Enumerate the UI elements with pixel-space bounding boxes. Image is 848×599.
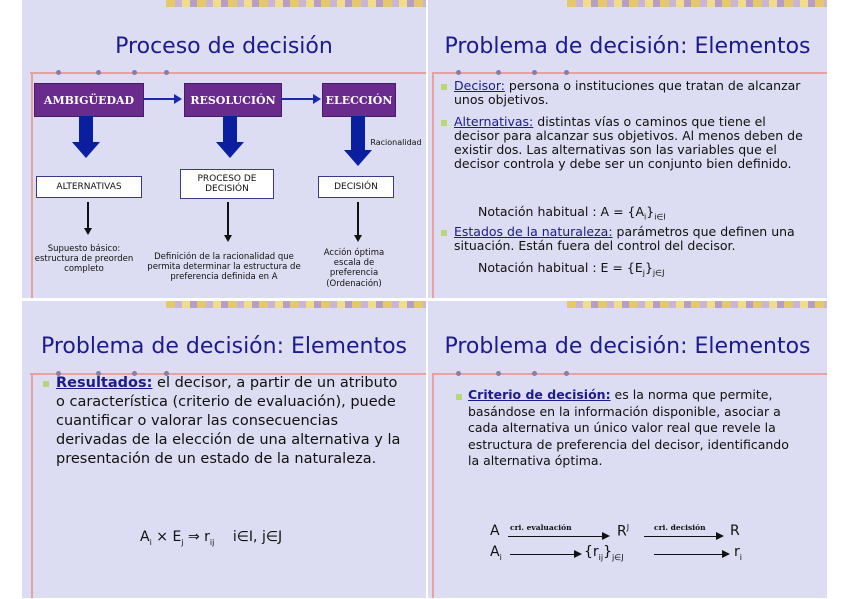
bottom-text-2: Definición de la racionalidad que permita determinar la estructura de preferencia definida en A xyxy=(147,252,301,283)
bullet-dot xyxy=(564,70,569,75)
term-estados: Estados de la naturaleza: xyxy=(454,224,613,239)
slide-elementos-2 xyxy=(22,301,426,598)
box-proceso-decision: PROCESO DE DECISIÓN xyxy=(180,169,274,199)
term-decisor: Decisor: xyxy=(454,78,505,93)
arrow-line xyxy=(281,98,314,100)
arrow-line xyxy=(508,536,604,537)
bullet-dot xyxy=(496,70,501,75)
slide-proceso-decision xyxy=(22,0,426,298)
slide-title: Problema de decisión: Elementos xyxy=(444,34,811,59)
slide-title: Proceso de decisión xyxy=(115,34,333,59)
decorative-stripe xyxy=(567,301,827,308)
row2-Ai: $A_i$ xyxy=(490,544,502,562)
bullet-square xyxy=(43,381,49,387)
term-resultados: Resultados: xyxy=(56,375,153,391)
divider xyxy=(30,72,426,74)
arrow-head xyxy=(174,94,182,104)
arrow-head xyxy=(602,532,610,540)
bullet-dot xyxy=(532,371,537,376)
box-resolucion: RESOLUCIÓN xyxy=(184,83,282,117)
bullet-dot xyxy=(456,371,461,376)
arrow-line xyxy=(143,98,175,100)
down-arrow-head xyxy=(72,142,100,158)
box-ambiguedad: AMBIGÜEDAD xyxy=(34,83,144,117)
notation-a: Notación habitual : $A = \{A_i\}_{i\in I}$ xyxy=(478,204,666,222)
bullet-dot xyxy=(532,70,537,75)
box-alternativas: ALTERNATIVAS xyxy=(36,176,142,198)
bullet-dot xyxy=(164,70,169,75)
slide-title: Problema de decisión: Elementos xyxy=(444,334,811,359)
row1-R: R xyxy=(730,523,740,539)
divider xyxy=(432,72,827,74)
term-alternativas: Alternativas: xyxy=(454,114,534,129)
arrow-head xyxy=(574,550,582,558)
box-eleccion: ELECCIÓN xyxy=(322,83,396,117)
divider-vertical xyxy=(31,373,33,598)
bullet-dot xyxy=(132,70,137,75)
bullet-dot xyxy=(96,70,101,75)
down-arrow-head xyxy=(344,150,372,166)
bullet-square xyxy=(441,120,447,126)
notation-e: Notación habitual : $E = \{E_j\}_{j\in J}$ xyxy=(478,260,665,278)
bullet-square xyxy=(441,230,447,236)
bullet-dot xyxy=(56,70,61,75)
box-decision: DECISIÓN xyxy=(318,176,394,198)
formula-resultados: $A_i \times E_j$ ⇒ $r_{ij}$ i∈I, j∈J xyxy=(140,529,283,547)
thin-arrow xyxy=(87,202,89,228)
arrow-head xyxy=(722,550,730,558)
decorative-stripe xyxy=(166,301,426,308)
term-criterio: Criterio de decisión: xyxy=(468,387,611,402)
arrow-line xyxy=(644,536,718,537)
thin-arrow-head xyxy=(84,228,92,235)
bullet-square xyxy=(441,84,447,90)
row2-ri: $r_i$ xyxy=(734,544,742,562)
arrow-head xyxy=(313,94,321,104)
item-decisor: Decisor: persona o instituciones que tratan de alcanzar unos objetivos. xyxy=(454,78,801,107)
down-arrow xyxy=(351,116,365,150)
slide-elementos-3 xyxy=(428,301,827,598)
racionalidad-label: Racionalidad xyxy=(370,138,422,147)
slide-elementos-1 xyxy=(428,0,827,298)
item-estados: Estados de la naturaleza: parámetros que definen una situación. Están fuera del control del decisor. xyxy=(454,224,795,253)
decorative-stripe xyxy=(567,0,827,7)
arrow-head xyxy=(716,532,724,540)
divider-vertical xyxy=(432,72,434,298)
thin-arrow-head xyxy=(354,235,362,242)
bullet-dot xyxy=(496,371,501,376)
divider-vertical xyxy=(432,373,434,598)
divider xyxy=(432,373,827,375)
label-cri-decision: cri. decisión xyxy=(654,523,706,532)
decorative-stripe xyxy=(166,0,426,7)
arrow-line xyxy=(510,554,576,555)
bullet-dot xyxy=(564,371,569,376)
slide-title: Problema de decisión: Elementos xyxy=(40,334,407,359)
item-alternativas: Alternativas: distintas vías o caminos que tiene el decisor para alcanzar sus objetivos. Al menos deben de existir dos. Las alternativas son las variables que el decisor controla y debe ser un conjunto bien definido. xyxy=(454,114,803,171)
row1-A: A xyxy=(490,523,500,539)
down-arrow-head xyxy=(216,142,244,158)
item-criterio: Criterio de decisión: es la norma que permite, basándose en la información disponible, asociar a cada alternativa un único valor real que revele la estructura de preferencia del decisor, identificando la alternativa óptima. xyxy=(468,387,789,468)
label-cri-evaluacion: cri. evaluación xyxy=(510,523,572,532)
item-resultados: Resultados: el decisor, a partir de un atributo o característica (criterio de evaluación), puede cuantificar o valorar las consecuencias derivadas de la elección de una alternativa y la presentación de un estado de la naturaleza. xyxy=(56,375,401,467)
bullet-dot xyxy=(456,70,461,75)
bottom-text-3: Acción óptima escala de preferencia (Ordenación) xyxy=(323,248,385,289)
row2-set: $\{r_{ij}\}_{j\in J}$ xyxy=(584,544,624,562)
bullet-square xyxy=(456,394,462,400)
row1-R-J: $R^J$ xyxy=(617,523,630,540)
down-arrow xyxy=(223,116,237,142)
thin-arrow xyxy=(227,202,229,235)
bottom-text-1: Supuesto básico: estructura de preorden completo xyxy=(34,244,134,275)
thin-arrow-head xyxy=(224,235,232,242)
down-arrow xyxy=(79,116,93,142)
arrow-line xyxy=(654,554,724,555)
thin-arrow xyxy=(357,202,359,235)
